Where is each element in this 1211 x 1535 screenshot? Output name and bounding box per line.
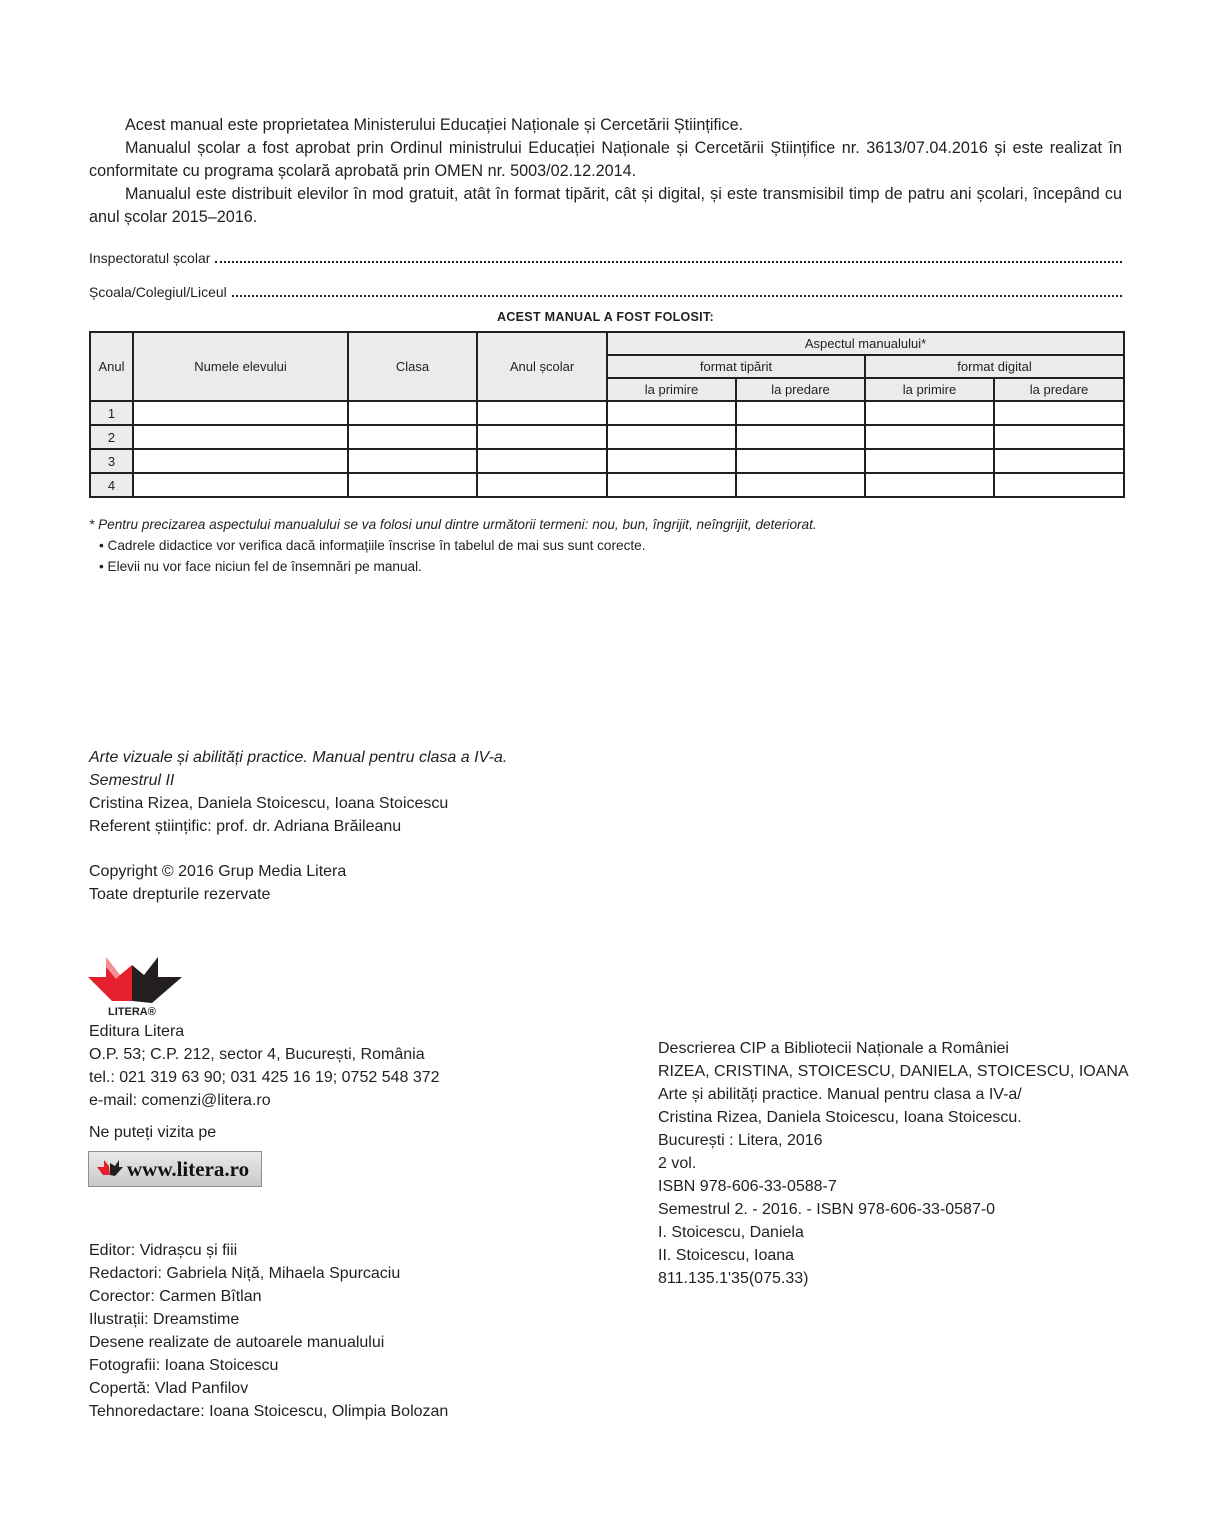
publisher-info — [89, 1020, 440, 1112]
table-cell — [994, 449, 1124, 473]
cip-line: 2 vol. — [658, 1155, 697, 1172]
table-cell — [133, 473, 348, 497]
credit-line: Copertă: Vlad Panfilov — [89, 1380, 249, 1397]
header-clasa: Clasa — [348, 332, 477, 401]
table-cell — [736, 449, 865, 473]
intro-paragraph-3: Manualul este distribuit elevilor în mod gratuit, atât în format tipărit, cât și digital, și este transmisibil timp de patru ani școlari, începând cu anul școlar 2015–2016. — [89, 185, 1122, 226]
header-digital-la-predare: la predare — [994, 378, 1124, 401]
credit-line: Redactori: Gabriela Niță, Mihaela Spurcaciu — [89, 1265, 401, 1282]
table-cell — [865, 401, 994, 425]
row-number: 4 — [90, 473, 133, 497]
row-number: 1 — [90, 401, 133, 425]
website-url[interactable]: www.litera.ro — [127, 1156, 250, 1181]
logo-black-shape — [132, 957, 182, 1003]
footnote: * Pentru precizarea aspectului manualului se va folosi unul dintre următorii termeni: nou, bun, îngrijit, neîngrijit, deteriorat. — [89, 517, 817, 532]
header-anul: Anul — [90, 332, 133, 401]
cip-line: Semestrul 2. - 2016. - ISBN 978-606-33-0587-0 — [658, 1201, 996, 1218]
copyright-block — [89, 860, 346, 906]
header-digital-la-primire: la primire — [865, 378, 994, 401]
visit-label: Ne puteți vizita pe — [89, 1124, 217, 1141]
cip-line: București : Litera, 2016 — [658, 1132, 823, 1149]
table-cell — [607, 401, 736, 425]
website-link[interactable] — [88, 1151, 262, 1187]
table-cell — [348, 473, 477, 497]
table-cell — [477, 449, 607, 473]
row-number: 2 — [90, 425, 133, 449]
table-cell — [133, 425, 348, 449]
note-bullet-2: • Elevii nu vor face niciun fel de însemnări pe manual. — [99, 559, 422, 574]
scoala-label: Școala/Colegiul/Liceul — [89, 284, 227, 300]
credit-line: Fotografii: Ioana Stoicescu — [89, 1357, 279, 1374]
table-notes — [89, 514, 1122, 577]
publisher-name: Editura Litera — [89, 1023, 185, 1040]
intro-paragraph-1: Acest manual este proprietatea Ministerului Educației Naționale și Cercetării Științifice. — [125, 116, 744, 134]
header-aspectul-manualului: Aspectul manualului* — [607, 332, 1124, 355]
header-tiparit-la-predare: la predare — [736, 378, 865, 401]
credit-line: Editor: Vidrașcu și fiii — [89, 1242, 238, 1259]
cip-line: Descrierea CIP a Bibliotecii Naționale a României — [658, 1040, 1009, 1057]
table-cell — [348, 449, 477, 473]
table-cell — [865, 425, 994, 449]
table-cell — [994, 473, 1124, 497]
cip-line: RIZEA, CRISTINA, STOICESCU, DANIELA, STOICESCU, IOANA — [658, 1063, 1129, 1080]
usage-table-title: ACEST MANUAL A FOST FOLOSIT: — [497, 310, 714, 324]
intro-text — [89, 114, 1122, 229]
usage-table — [89, 331, 1125, 498]
table-cell — [865, 449, 994, 473]
cip-line: Cristina Rizea, Daniela Stoicescu, Ioana Stoicescu. — [658, 1109, 1022, 1126]
publisher-email: e-mail: comenzi@litera.ro — [89, 1092, 271, 1109]
logo-text: LITERA® — [108, 1006, 156, 1017]
note-bullet-1: • Cadrele didactice vor verifica dacă informațiile înscrise în tabelul de mai sus sunt corecte. — [99, 538, 646, 553]
scoala-dotted-line — [232, 295, 1122, 297]
table-row — [90, 425, 1124, 449]
book-info — [89, 746, 507, 838]
book-title: Arte vizuale și abilități practice. Manual pentru clasa a IV-a. — [89, 749, 508, 766]
row-number: 3 — [90, 449, 133, 473]
table-cell — [865, 473, 994, 497]
table-cell — [607, 425, 736, 449]
table-cell — [477, 425, 607, 449]
table-cell — [477, 473, 607, 497]
table-cell — [736, 401, 865, 425]
copyright-line: Copyright © 2016 Grup Media Litera — [89, 863, 347, 880]
table-cell — [133, 449, 348, 473]
book-semester: Semestrul II — [89, 772, 175, 789]
table-cell — [607, 449, 736, 473]
table-row — [90, 401, 1124, 425]
table-cell — [736, 425, 865, 449]
cip-description — [658, 1037, 1129, 1290]
header-tiparit-la-primire: la primire — [607, 378, 736, 401]
credit-line: Tehnoredactare: Ioana Stoicescu, Olimpia Bolozan — [89, 1403, 449, 1420]
intro-paragraph-2: Manualul școlar a fost aprobat prin Ordinul ministrului Educației Naționale și Cercetării Științifice nr. 3613/07.04.2016 și este realizat în conformitate cu programa școlară aprobată prin OMEN nr. 5003/02.12.2014. — [89, 139, 1122, 180]
table-cell — [607, 473, 736, 497]
inspectorat-label: Inspectoratul școlar — [89, 250, 211, 266]
rights-line: Toate drepturile rezervate — [89, 886, 271, 903]
table-cell — [994, 401, 1124, 425]
header-format-digital: format digital — [865, 355, 1124, 378]
header-anul-scolar: Anul școlar — [477, 332, 607, 401]
credit-line: Corector: Carmen Bîtlan — [89, 1288, 262, 1305]
credit-line: Desene realizate de autoarele manualului — [89, 1334, 385, 1351]
header-format-tiparit: format tipărit — [607, 355, 865, 378]
inspectorat-dotted-line — [215, 261, 1122, 263]
credit-line: Ilustrații: Dreamstime — [89, 1311, 240, 1328]
cip-line: I. Stoicescu, Daniela — [658, 1224, 804, 1241]
header-numele-elevului: Numele elevului — [133, 332, 348, 401]
table-cell — [348, 425, 477, 449]
scoala-field — [89, 280, 1122, 300]
publisher-address: O.P. 53; C.P. 212, sector 4, București, România — [89, 1046, 425, 1063]
cip-line: ISBN 978-606-33-0588-7 — [658, 1178, 837, 1195]
table-cell — [477, 401, 607, 425]
litera-logo — [86, 955, 186, 1017]
table-row — [90, 449, 1124, 473]
inspectorat-field — [89, 246, 1122, 266]
publisher-phone: tel.: 021 319 63 90; 031 425 16 19; 0752 548 372 — [89, 1069, 440, 1086]
cip-line: Arte și abilități practice. Manual pentru clasa a IV-a/ — [658, 1086, 1022, 1103]
staff-credits — [89, 1239, 448, 1423]
litera-mini-icon — [97, 1159, 123, 1179]
cip-line: 811.135.1'35(075.33) — [658, 1270, 809, 1287]
table-row — [90, 473, 1124, 497]
table-cell — [348, 401, 477, 425]
table-cell — [736, 473, 865, 497]
table-cell — [133, 401, 348, 425]
table-cell — [994, 425, 1124, 449]
book-authors: Cristina Rizea, Daniela Stoicescu, Ioana Stoicescu — [89, 795, 449, 812]
cip-line: II. Stoicescu, Ioana — [658, 1247, 795, 1264]
book-referent: Referent științific: prof. dr. Adriana Brăileanu — [89, 818, 402, 835]
